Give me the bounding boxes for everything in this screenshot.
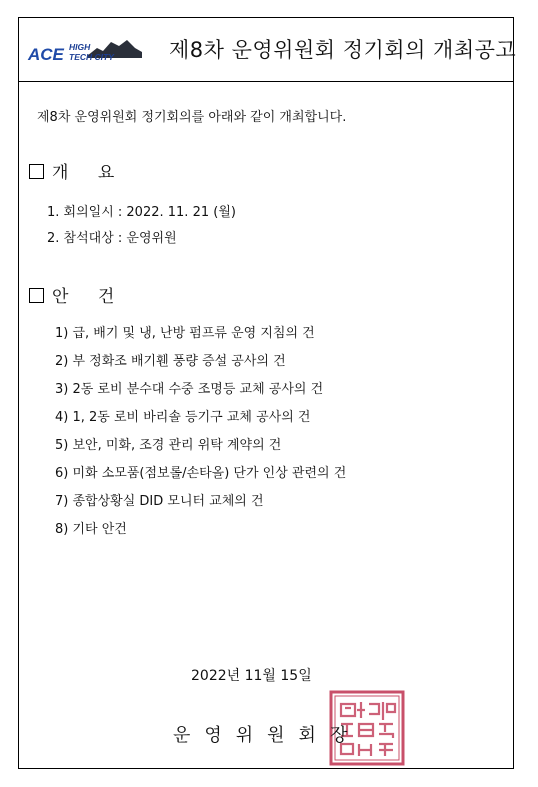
list-item: 8) 기타 안건	[55, 522, 127, 537]
list-item: 1) 급, 배기 및 냉, 난방 펌프류 운영 지침의 건	[55, 326, 315, 341]
notice-header	[19, 18, 517, 82]
checkbox-square-icon	[29, 164, 44, 179]
list-item: 4) 1, 2동 로비 바리솔 등기구 교체 공사의 건	[55, 410, 311, 425]
svg-text:HIGH: HIGH	[69, 42, 91, 52]
issue-date: 2022년 11월 15일	[191, 668, 312, 684]
overview-list	[47, 201, 236, 253]
intro-text: 제8차 운영위원회 정기회의를 아래와 같이 개최합니다.	[37, 110, 347, 125]
ace-high-tech-city-logo	[27, 36, 145, 64]
list-item: 6) 미화 소모품(점보롤/손타올) 단가 인상 관련의 건	[55, 466, 347, 481]
checkbox-square-icon	[29, 288, 44, 303]
list-item: 2) 부 정화조 배기휀 풍량 증설 공사의 건	[55, 354, 286, 369]
agenda-heading-label: 안 건	[52, 287, 127, 307]
overview-heading-label: 개 요	[52, 163, 127, 183]
list-item: 1. 회의일시 : 2022. 11. 21 (월)	[47, 205, 236, 220]
agenda-heading	[29, 282, 126, 307]
list-item: 3) 2동 로비 분수대 수중 조명등 교체 공사의 건	[55, 382, 324, 397]
agenda-list	[55, 322, 346, 546]
issuer-name: 운영위원회장	[173, 725, 362, 746]
list-item: 7) 종합상황실 DID 모니터 교체의 건	[55, 494, 264, 509]
notice-frame	[18, 17, 517, 769]
svg-text:TECH CITY: TECH CITY	[69, 52, 114, 62]
list-item: 2. 참석대상 : 운영위원	[47, 231, 177, 246]
notice-title: 제8차 운영위원회 정기회의 개최공고	[169, 38, 517, 62]
svg-text:ACE: ACE	[28, 45, 64, 64]
list-item: 5) 보안, 미화, 조경 관리 위탁 계약의 건	[55, 438, 282, 453]
overview-heading	[29, 158, 126, 183]
